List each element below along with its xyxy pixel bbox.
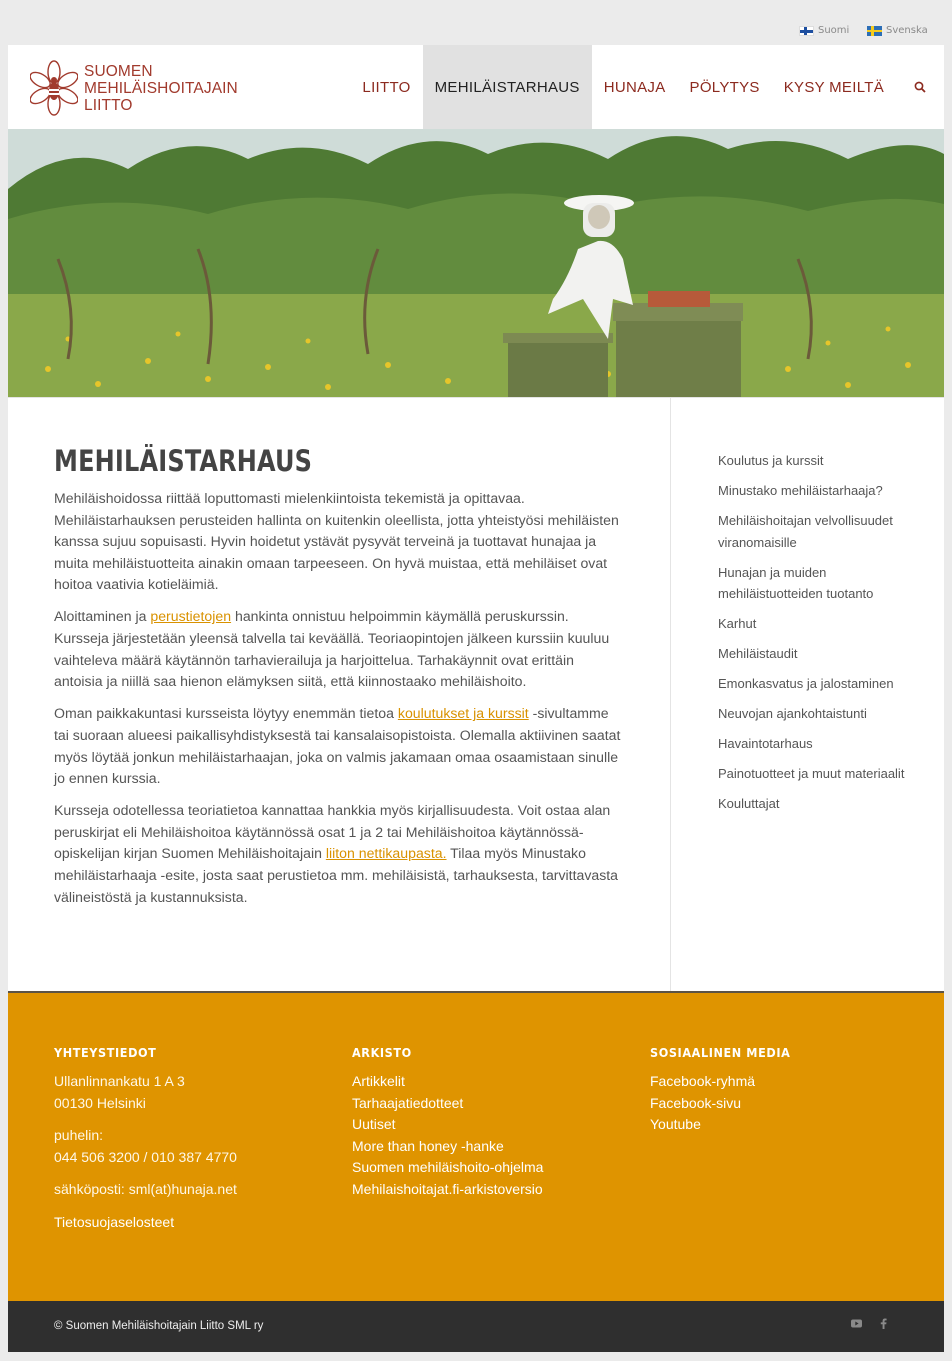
paragraph: Mehiläishoidossa riittää loputtomasti mielenkiintoista tekemistä ja opittavaa. Mehiläistarhauksen perusteiden hallinta on kuitenkin oleellista, jotta yhteistyösi mehiläisten kanssa sujuu sopuisasti. Hyvin hoidetut ystävät pysyvät terveinä ja tuottavat hunajaa ja muita mehiläistuotteita ainakin omaan tarpeeseen. On hyvä muistaa, että mehiläiset ovat hoitoa vaativia kotieläimiä.	[54, 490, 619, 593]
language-link-suomi[interactable]	[799, 25, 849, 36]
language-label: Suomi	[818, 25, 850, 36]
language-link-svenska[interactable]	[867, 25, 928, 36]
search-button[interactable]	[896, 45, 944, 129]
facebook-button[interactable]	[880, 1318, 887, 1332]
sweden-flag-icon	[867, 26, 882, 36]
beekeeper-photo	[8, 129, 944, 397]
sidebar-divider	[670, 398, 671, 991]
site-header	[8, 45, 944, 129]
footer-contact	[54, 1045, 314, 1234]
content-area	[8, 397, 944, 991]
link-nettikauppa[interactable]: liiton nettikaupasta.	[325, 845, 447, 862]
privacy-link[interactable]: Tietosuojaselosteet	[54, 1213, 175, 1230]
logo-text: SUOMEN MEHILÄISHOITAJAIN LIITTO	[84, 62, 238, 114]
footer-archive	[352, 1045, 612, 1201]
social-link-facebook-page[interactable]: Facebook-sivu	[650, 1094, 742, 1111]
archive-link-tarhaajatiedotteet[interactable]: Tarhaajatiedotteet	[352, 1094, 464, 1111]
finland-flag-icon	[799, 26, 814, 36]
sidebar-item-velvollisuudet[interactable]: Mehiläishoitajan velvollisuudet viranomaisille	[718, 513, 893, 550]
social-link-youtube[interactable]: Youtube	[650, 1116, 701, 1133]
page-title: MEHILÄISTARHAUS	[54, 444, 313, 478]
paragraph: Kursseja odotellessa teoriatietoa kannattaa hankkia myös kirjallisuudesta. Voit ostaa alan peruskirjat eli Mehiläishoitoa käytännössä osat 1 ja 2 tai Mehiläishoitoa käytännössä-opiskelijan kirjan Suomen Mehiläishoitajain liiton nettikaupasta. Tilaa myös Minustako mehiläistarhaaja -esite, josta saat perustietoa mm. mehiläisistä, tarhauksesta, tarvittavasta välineistöstä ja kustannuksista.	[54, 802, 619, 905]
nav-item-polytys[interactable]: PÖLYTYS	[689, 78, 760, 96]
phone-number: 044 506 3200 / 010 387 4770	[54, 1148, 237, 1165]
copyright-text: © Suomen Mehiläishoitajain Liitto SML ry	[54, 1320, 264, 1332]
footer-heading: YHTEYSTIEDOT	[54, 1045, 157, 1060]
footer-heading: SOSIAALINEN MEDIA	[650, 1045, 791, 1060]
nav-item-kysy-meilta[interactable]: KYSY MEILTÄ	[783, 78, 884, 96]
nav-item-liitto[interactable]: LIITTO	[362, 78, 411, 96]
socket-bar	[8, 1301, 944, 1352]
youtube-icon	[851, 1319, 862, 1328]
sidebar-item-mehilaistaudit[interactable]: Mehiläistaudit	[718, 646, 798, 661]
main-nav	[350, 45, 944, 129]
archive-link-uutiset[interactable]: Uutiset	[352, 1116, 396, 1133]
sidebar-item-neuvojan-ajankohtaistunti[interactable]: Neuvojan ajankohtaistunti	[718, 706, 867, 721]
sidebar-menu	[718, 450, 918, 823]
language-bar	[0, 0, 952, 45]
email-text: sähköposti: sml(at)hunaja.net	[54, 1181, 237, 1198]
facebook-icon	[880, 1318, 887, 1329]
paragraph: Oman paikkakuntasi kursseista löytyy enemmän tietoa koulutukset ja kurssit -sivultamme tai suoraan alueesi paikallisyhdistyksestä tai kansalaisopistoista. Olemalla aktiivinen saatat myös löytää jonkun mehiläistarhaajan, joka on valmis jakamaan omaa osaamistaan sinulle jo ennen kurssia.	[54, 705, 621, 787]
hero-image	[8, 129, 944, 397]
bee-flower-logo-icon	[30, 60, 78, 116]
archive-link-mehilaishoito-ohjelma[interactable]: Suomen mehiläishoito-ohjelma	[352, 1159, 544, 1176]
sidebar-item-tuotanto[interactable]: Hunajan ja muiden mehiläistuotteiden tuotanto	[718, 564, 874, 601]
phone-label: puhelin:	[54, 1127, 104, 1144]
archive-link-artikkelit[interactable]: Artikkelit	[352, 1073, 405, 1089]
sidebar-item-karhut[interactable]: Karhut	[718, 616, 757, 631]
address-line: 00130 Helsinki	[54, 1094, 146, 1111]
archive-link-more-than-honey[interactable]: More than honey -hanke	[352, 1137, 504, 1154]
link-koulutukset-ja-kurssit[interactable]: koulutukset ja kurssit	[397, 705, 529, 722]
site-footer	[8, 991, 944, 1301]
nav-item-hunaja[interactable]: HUNAJA	[603, 78, 666, 96]
footer-social	[650, 1045, 910, 1136]
main-article	[54, 444, 626, 919]
sidebar-item-minustako[interactable]: Minustako mehiläistarhaaja?	[718, 483, 883, 498]
sidebar-item-emonkasvatus[interactable]: Emonkasvatus ja jalostaminen	[718, 676, 894, 691]
nav-item-mehilaistarhaus[interactable]: MEHILÄISTARHAUS	[423, 45, 592, 129]
sidebar-item-kouluttajat[interactable]: Kouluttajat	[718, 796, 780, 811]
search-icon	[914, 81, 926, 93]
site-logo[interactable]	[30, 60, 238, 116]
sidebar-item-havaintotarhaus[interactable]: Havaintotarhaus	[718, 736, 813, 751]
sidebar-item-painotuotteet[interactable]: Painotuotteet ja muut materiaalit	[718, 766, 905, 781]
youtube-button[interactable]	[851, 1318, 862, 1331]
social-link-facebook-group[interactable]: Facebook-ryhmä	[650, 1073, 756, 1089]
address-line: Ullanlinnankatu 1 A 3	[54, 1073, 185, 1089]
paragraph: Aloittaminen ja perustietojen hankinta onnistuu helpoimmin käymällä peruskurssin. Kursseja järjestetään yleensä talvella tai keväällä. Teoriaopintojen jälkeen kurssiin kuuluu vaihteleva määrä käytännön tarhavierailuja ja harjoittelua. Tarhakäynnit ovat erittäin antoisia ja niillä saa hienon elämyksen siitä, että kiinnostaako mehiläishoito.	[54, 608, 610, 690]
footer-heading: ARKISTO	[352, 1045, 412, 1060]
sidebar-item-koulutus[interactable]: Koulutus ja kurssit	[718, 453, 824, 468]
language-label: Svenska	[886, 25, 928, 36]
archive-link-arkistoversio[interactable]: Mehilaishoitajat.fi-arkistoversio	[352, 1180, 543, 1197]
link-perustietojen[interactable]: perustietojen	[150, 608, 232, 625]
